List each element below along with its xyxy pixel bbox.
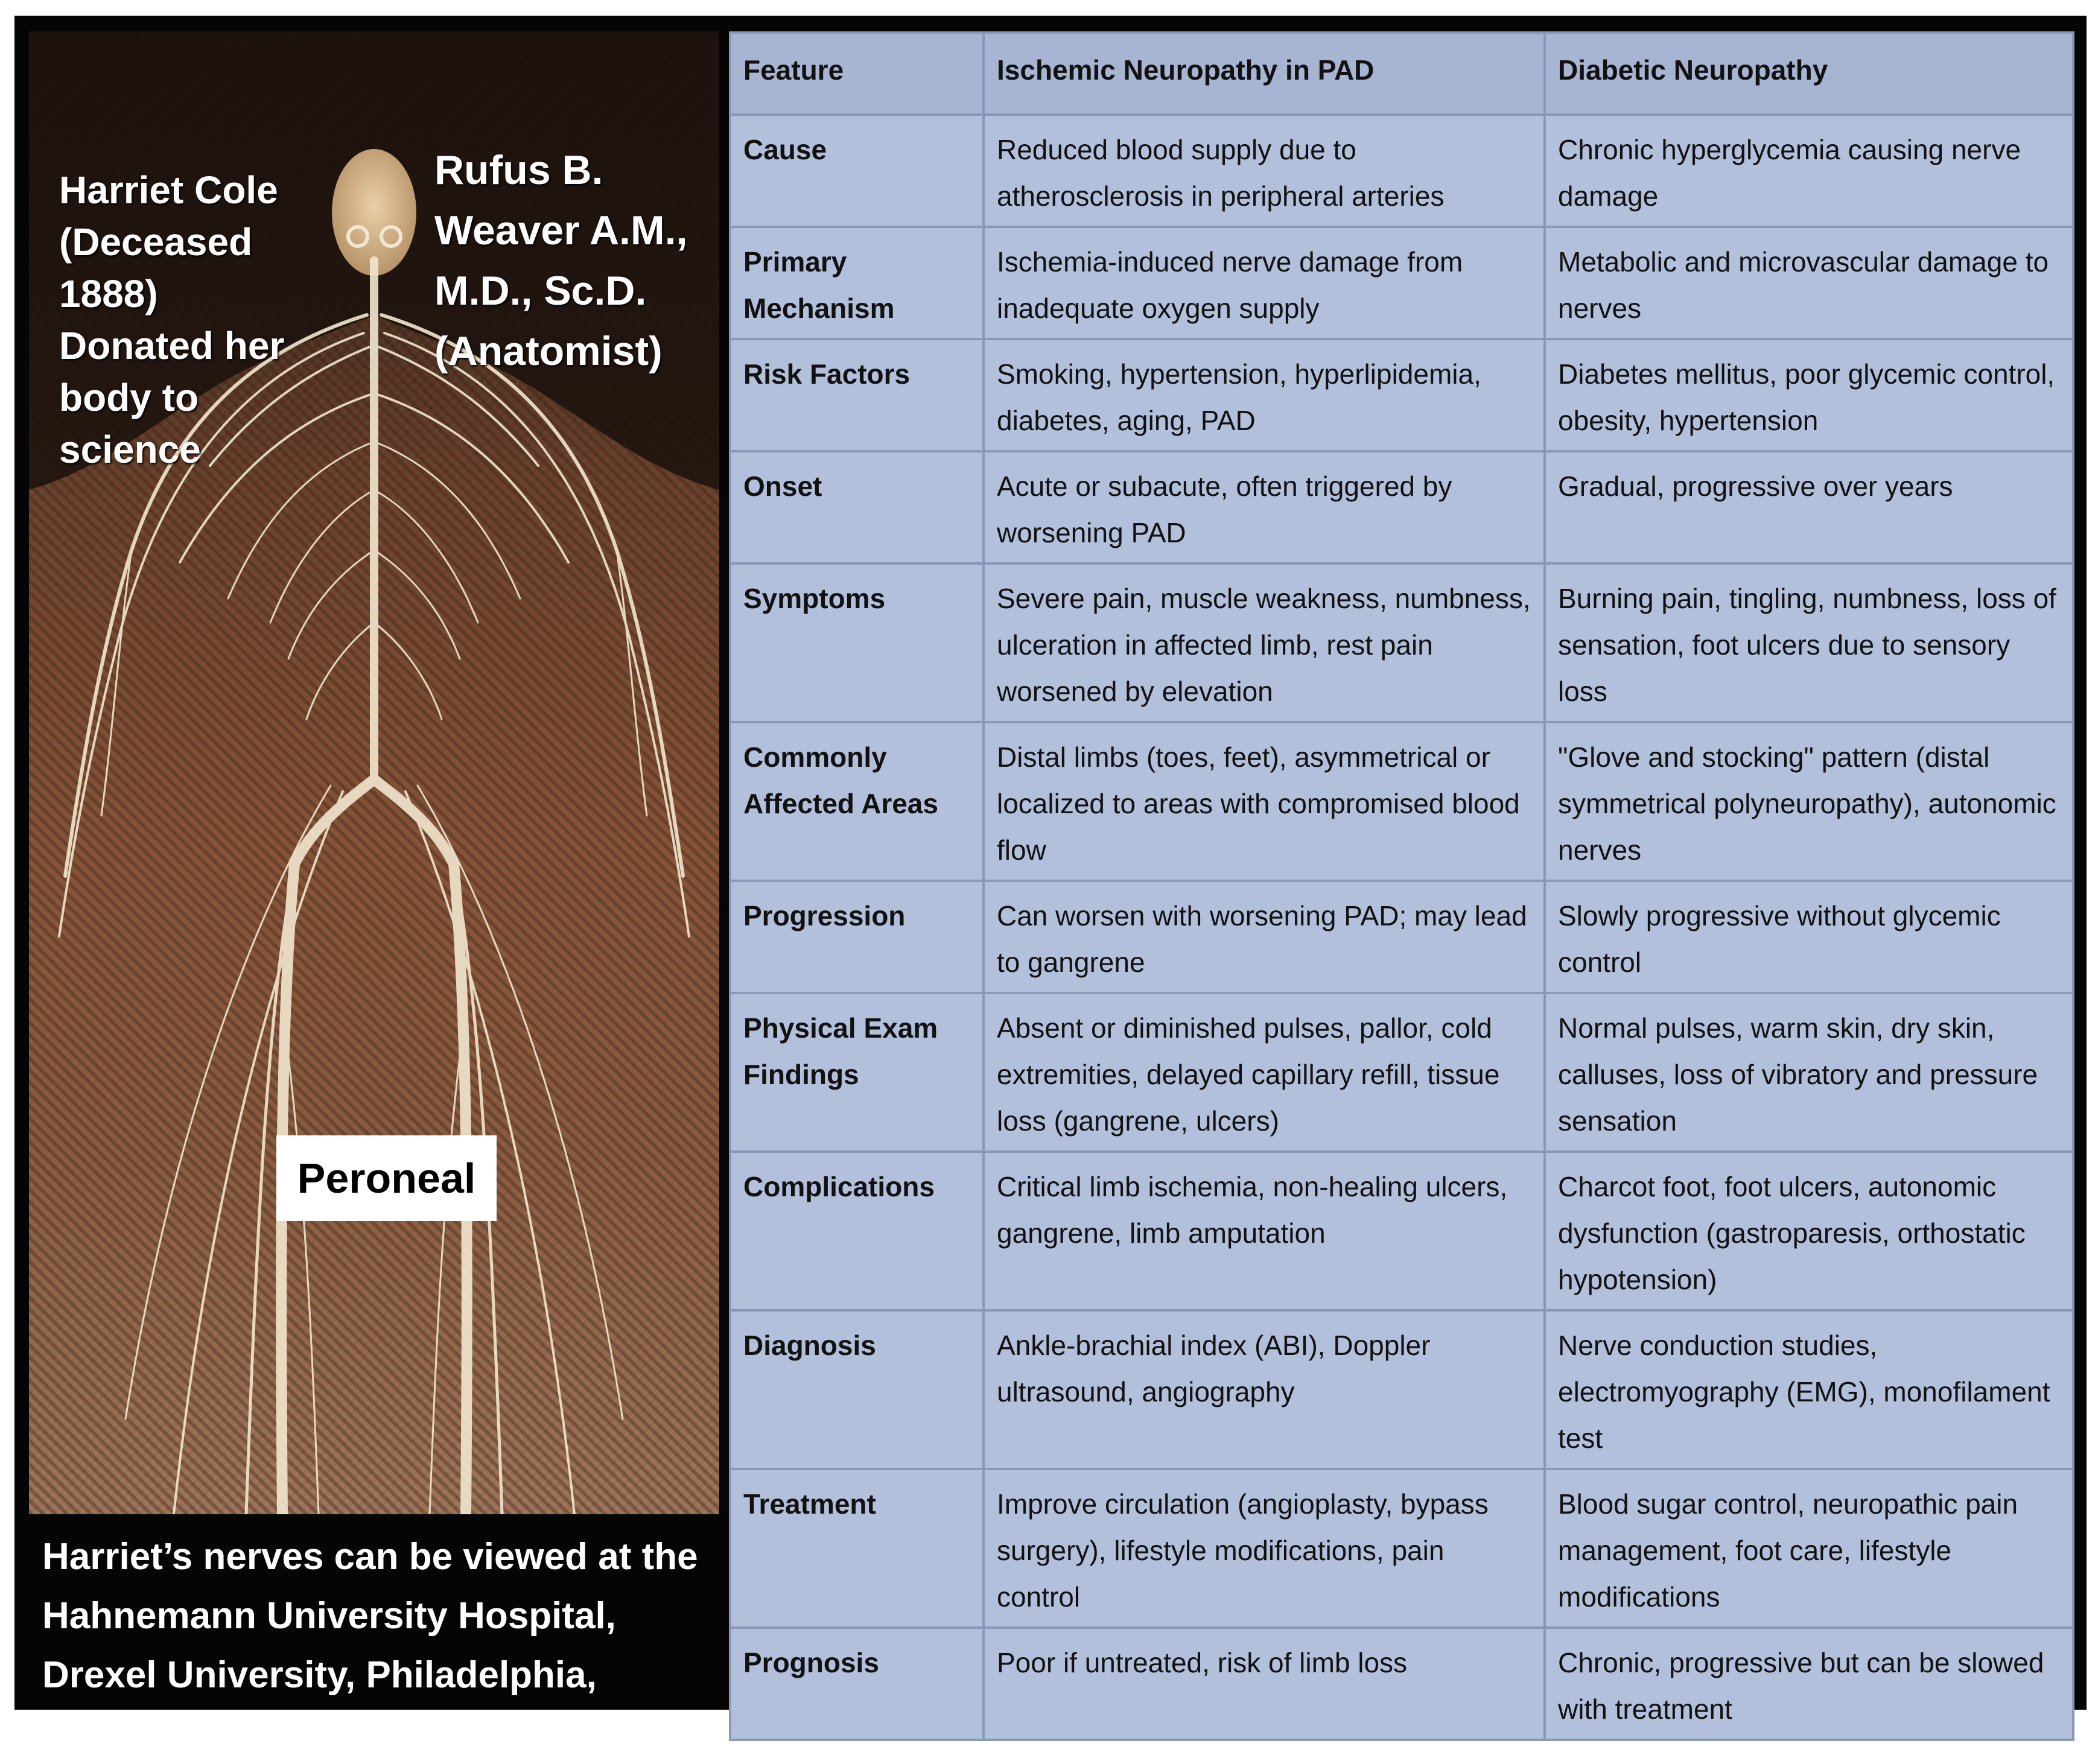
pad-cell: Distal limbs (toes, feet), asymmetrical or localized to areas with compromised blood flow	[984, 722, 1545, 881]
diabetic-cell: Diabetes mellitus, poor glycemic control, obesity, hypertension	[1545, 339, 2073, 451]
diabetic-cell: Burning pain, tingling, numbness, loss of sensation, foot ulcers due to sensory loss	[1545, 563, 2073, 722]
pad-cell: Poor if untreated, risk of limb loss	[984, 1628, 1545, 1740]
pad-cell: Severe pain, muscle weakness, numbness, ulceration in affected limb, rest pain worsened by elevation	[984, 563, 1545, 722]
specimen-caption: Harriet’s nerves can be viewed at the Hahnemann University Hospital, Drexel University, Philadelphia, Pennsylvania, USA	[29, 1514, 719, 1695]
diabetic-cell: Gradual, progressive over years	[1545, 451, 2073, 563]
table-row	[730, 1628, 2073, 1740]
header-feature: Feature	[730, 33, 984, 115]
comparison-table-container	[729, 31, 2072, 1725]
diabetic-cell: Normal pulses, warm skin, dry skin, calluses, loss of vibratory and pressure sensation	[1545, 993, 2073, 1152]
feature-cell: Onset	[730, 451, 984, 563]
anatomist-label: Rufus B. Weaver A.M., M.D., Sc.D. (Anatomist)	[434, 147, 688, 374]
pad-cell: Ankle-brachial index (ABI), Doppler ultrasound, angiography	[984, 1310, 1545, 1469]
pad-cell: Ischemia-induced nerve damage from inadequate oxygen supply	[984, 227, 1545, 339]
feature-cell: Risk Factors	[730, 339, 984, 451]
diabetic-cell: Chronic hyperglycemia causing nerve damage	[1545, 115, 2073, 227]
feature-cell: Progression	[730, 881, 984, 993]
pad-cell: Smoking, hypertension, hyperlipidemia, diabetes, aging, PAD	[984, 339, 1545, 451]
table-row	[730, 722, 2073, 881]
diabetic-cell: Slowly progressive without glycemic control	[1545, 881, 2073, 993]
diabetic-cell: Chronic, progressive but can be slowed with treatment	[1545, 1628, 2073, 1740]
pad-cell: Acute or subacute, often triggered by worsening PAD	[984, 451, 1545, 563]
feature-cell: Complications	[730, 1152, 984, 1310]
header-diabetic-neuropathy: Diabetic Neuropathy	[1545, 33, 2073, 115]
table-row	[730, 881, 2073, 993]
pad-cell: Can worsen with worsening PAD; may lead to gangrene	[984, 881, 1545, 993]
diabetic-cell: Metabolic and microvascular damage to nerves	[1545, 227, 2073, 339]
feature-cell: Treatment	[730, 1469, 984, 1628]
feature-cell: Symptoms	[730, 563, 984, 722]
feature-cell: Physical Exam Findings	[730, 993, 984, 1152]
diabetic-cell: "Glove and stocking" pattern (distal symmetrical polyneuropathy), autonomic nerves	[1545, 722, 2073, 881]
table-row	[730, 1310, 2073, 1469]
feature-cell: Prognosis	[730, 1628, 984, 1740]
table-row	[730, 1152, 2073, 1310]
table-row	[730, 993, 2073, 1152]
table-row	[730, 1469, 2073, 1628]
neuropathy-comparison-table	[729, 31, 2074, 1741]
table-row	[730, 451, 2073, 563]
diabetic-cell: Blood sugar control, neuropathic pain management, foot care, lifestyle modifications	[1545, 1469, 2073, 1628]
feature-cell: Primary Mechanism	[730, 227, 984, 339]
pad-cell: Reduced blood supply due to atherosclerosis in peripheral arteries	[984, 115, 1545, 227]
table-row	[730, 115, 2073, 227]
table-row	[730, 563, 2073, 722]
peroneal-label-text: Peroneal	[297, 1155, 476, 1202]
header-ischemic-neuropathy: Ischemic Neuropathy in PAD	[984, 33, 1545, 115]
diabetic-cell: Nerve conduction studies, electromyography (EMG), monofilament test	[1545, 1310, 2073, 1469]
pad-cell: Absent or diminished pulses, pallor, cold extremities, delayed capillary refill, tissue loss (gangrene, ulcers)	[984, 993, 1545, 1152]
table-row	[730, 339, 2073, 451]
table-row	[730, 227, 2073, 339]
peroneal-nerve-label	[276, 1135, 497, 1221]
feature-cell: Commonly Affected Areas	[730, 722, 984, 881]
pad-cell: Critical limb ischemia, non-healing ulcers, gangrene, limb amputation	[984, 1152, 1545, 1310]
feature-cell: Diagnosis	[730, 1310, 984, 1469]
diabetic-cell: Charcot foot, foot ulcers, autonomic dysfunction (gastroparesis, orthostatic hypotension)	[1545, 1152, 2073, 1310]
donor-name-label: Harriet Cole (Deceased 1888) Donated her body to science	[59, 168, 285, 471]
feature-cell: Cause	[730, 115, 984, 227]
table-header-row	[730, 33, 2073, 115]
pad-cell: Improve circulation (angioplasty, bypass surgery), lifestyle modifications, pain control	[984, 1469, 1545, 1628]
nerve-specimen-photo	[29, 31, 719, 1514]
